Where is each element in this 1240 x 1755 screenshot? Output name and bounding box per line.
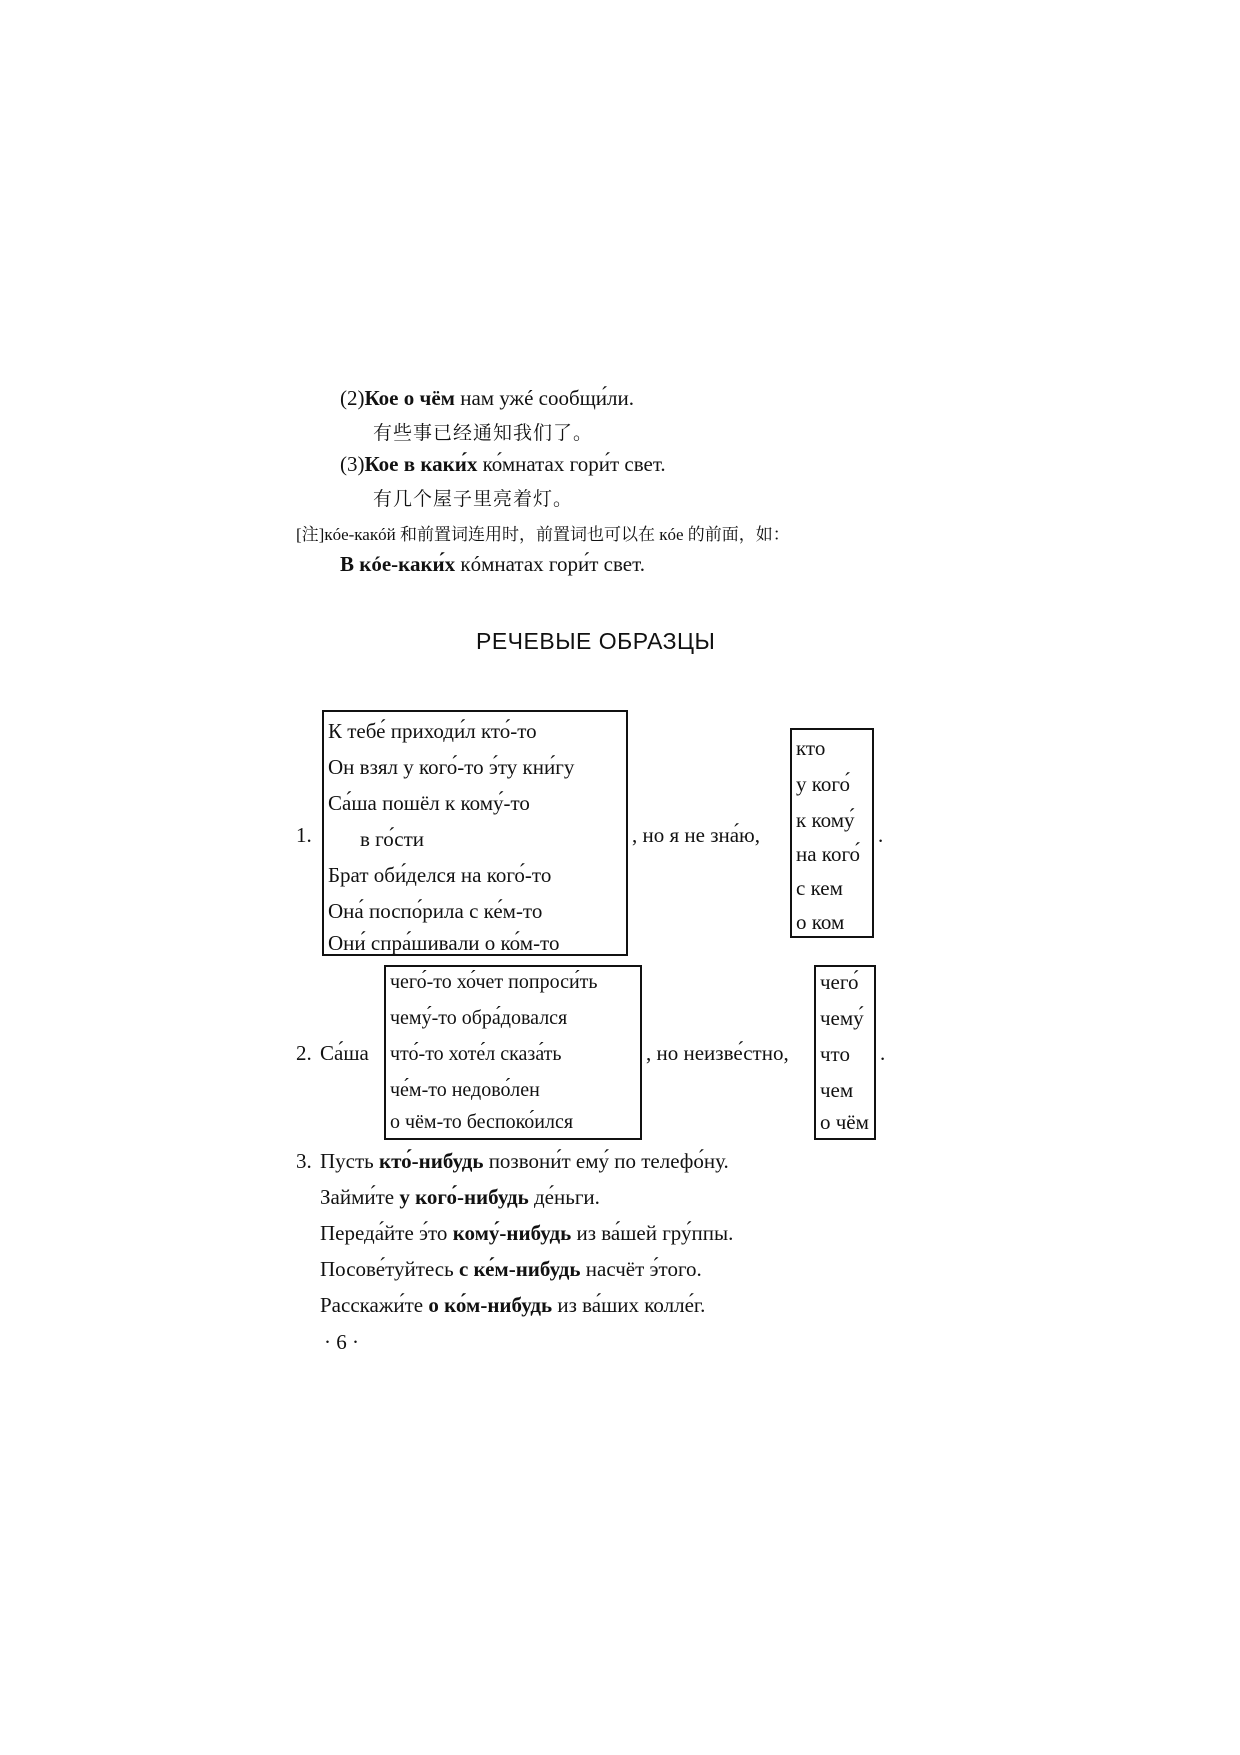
list-item: чего́-то хо́чет попроси́ть — [390, 971, 598, 993]
line-bold: о ко́м-нибудь — [428, 1293, 553, 1317]
example-rest: ко́мнатах гори́т свет. — [477, 452, 666, 476]
list-item: на кого́ — [796, 842, 861, 866]
line-post: насчёт э́того. — [580, 1257, 702, 1281]
line-post: из ва́шей гру́ппы. — [571, 1221, 734, 1245]
list-item: чем — [820, 1078, 854, 1102]
list-item: к кому́ — [796, 808, 855, 832]
example-2 — [340, 380, 634, 416]
list-item: Он взял у кого́-то э́ту кни́гу — [328, 755, 575, 779]
line-post: позвони́т ему́ по телефо́ну. — [483, 1149, 729, 1173]
example-3 — [340, 446, 666, 482]
section-title: РЕЧЕВЫЕ ОБРАЗЦЫ — [476, 628, 716, 654]
list-item: Они́ спра́шивали о ко́м-то — [328, 931, 560, 955]
example-number: (2) — [340, 386, 365, 410]
list-item: в го́сти — [360, 827, 425, 851]
pattern-2-end: . — [880, 1041, 886, 1065]
list-item: Са́ша пошёл к кому́-то — [328, 791, 530, 815]
line-post: де́ньги. — [528, 1185, 600, 1209]
pattern-2-subject: Са́ша — [320, 1041, 369, 1065]
pattern-1-middle: , но я не зна́ю, — [632, 823, 760, 847]
list-item: чего́ — [820, 970, 859, 994]
note-example-rest: кóмнатах гори́т свет. — [455, 552, 645, 576]
pattern-1-left-box — [322, 710, 628, 956]
example-rest: нам ужé сообщи́ли. — [454, 386, 635, 410]
page-number: · 6 · — [324, 1330, 359, 1354]
list-item: че́м-то недово́лен — [390, 1079, 540, 1101]
list-item: о ком — [796, 910, 845, 934]
pattern-3-number: 3. — [296, 1149, 312, 1173]
example-bold: Кое о чём — [364, 386, 455, 410]
list-item: о чём — [820, 1110, 869, 1134]
pattern-2-right-box — [814, 965, 876, 1140]
pattern-2-number: 2. — [296, 1041, 312, 1065]
pattern-1-number: 1. — [296, 823, 312, 847]
line-pre: Расскажи́те — [320, 1293, 429, 1317]
example-2-translation: 有些事已经通知我们了。 — [373, 422, 594, 444]
list-item: Она́ поспо́рила с ке́м-то — [328, 899, 543, 923]
line-pre: Посове́туйтесь — [320, 1257, 459, 1281]
line-pre: Пусть — [320, 1149, 379, 1173]
note-example-bold: В кóе-каки́х — [340, 552, 456, 576]
list-item: К тебе́ приходи́л кто́-то — [328, 719, 537, 743]
list-item: с кем — [796, 876, 843, 900]
line-bold: кто́-нибудь — [379, 1149, 484, 1173]
list-item: чему́ — [820, 1006, 864, 1030]
example-bold: Кое в каки́х — [364, 452, 478, 476]
list-item: чему́-то обра́довался — [390, 1007, 568, 1029]
pattern-3-line — [320, 1179, 600, 1215]
list-item: Брат оби́делся на кого́-то — [328, 863, 552, 887]
pattern-3-line — [320, 1251, 702, 1287]
line-post: из ва́ших колле́г. — [552, 1293, 706, 1317]
list-item: что́-то хоте́л сказа́ть — [390, 1043, 562, 1065]
line-bold: у кого́-нибудь — [399, 1185, 529, 1209]
pattern-3-line — [320, 1287, 705, 1323]
line-bold: с ке́м-нибудь — [458, 1257, 581, 1281]
list-item: у кого́ — [796, 772, 850, 796]
example-3-translation: 有几个屋子里亮着灯。 — [373, 488, 574, 510]
pattern-1-end: . — [878, 823, 884, 847]
pattern-3-line — [320, 1143, 729, 1179]
line-bold: кому́-нибудь — [452, 1221, 572, 1245]
pattern-3-line — [320, 1215, 733, 1251]
pattern-2-middle: , но неизве́стно, — [646, 1041, 789, 1065]
example-number: (3) — [340, 452, 365, 476]
pattern-1-right-box — [790, 728, 874, 938]
list-item: кто — [796, 736, 826, 760]
note-text: [注]кóе-какóй 和前置词连用时，前置词也可以在 кóе 的前面，如： — [296, 525, 790, 544]
line-pre: Займи́те — [320, 1185, 400, 1209]
line-pre: Переда́йте э́то — [320, 1221, 453, 1245]
note-example — [340, 546, 645, 582]
list-item: что — [820, 1042, 850, 1066]
pattern-2-left-box — [384, 965, 642, 1140]
list-item: о чём-то беспоко́ился — [390, 1111, 574, 1133]
